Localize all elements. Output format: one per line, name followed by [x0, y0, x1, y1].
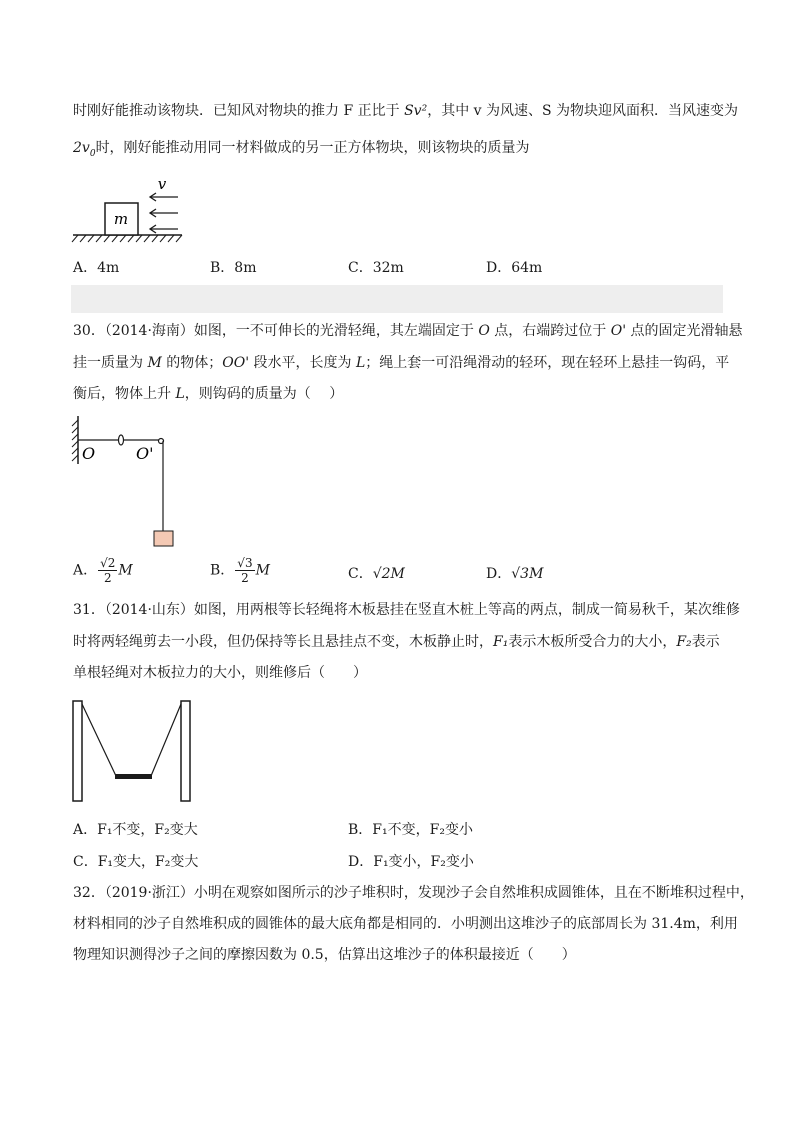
- q30-text-line-3: 衡后，物体上升 L，则钩码的质量为（ ）: [73, 386, 344, 402]
- q31-text-line-3: 单根轻绳对木板拉力的大小，则维修后（ ）: [73, 665, 367, 681]
- q32-text-line-3: 物理知识测得沙子之间的摩擦因数为 0.5，估算出这堆沙子的体积最接近（ ）: [73, 947, 576, 963]
- left-rope: [82, 704, 116, 776]
- q32-text-line-2: 材料相同的沙子自然堆积成的圆锥体的最大底角都是相同的．小明测出这堆沙子的底部周长为 31.4m，利用: [73, 916, 738, 932]
- fraction: $\frac{√3}{2}$: [237, 556, 253, 585]
- q30-option-a[interactable]: A． $\frac{√2}{2}$ M: [73, 556, 133, 585]
- q29-wind-block-figure: [70, 175, 190, 245]
- left-post: [73, 701, 82, 801]
- q30-option-b[interactable]: B． $\frac{√3}{2}$ M: [210, 556, 270, 585]
- q31-swing-figure: [70, 698, 200, 808]
- q32-text-line-1: 32．（2019·浙江）小明在观察如图所示的沙子堆积时，发现沙子会自然堆积成圆锥体，且在不断堆积过程中，: [73, 885, 754, 901]
- q29-2v0: $2v_0$: [73, 140, 96, 159]
- wind-velocity-label: v: [157, 175, 167, 193]
- block-mass-label: m: [113, 210, 129, 228]
- q29-option-d[interactable]: D．64m: [486, 260, 543, 276]
- q29-text-line-2: $2v_0$时，刚好能推动用同一材料做成的另一正方体物块，则该物块的质量为: [73, 140, 530, 159]
- label-O: O: [82, 444, 96, 463]
- q30-text-line-2: 挂一质量为 M 的物体；OO' 段水平，长度为 L；绳上套一可沿绳滑动的轻环，现在轻环上悬挂一钩码，平: [73, 355, 730, 371]
- q29-option-a[interactable]: A．4m: [73, 260, 120, 276]
- separator-band: [71, 285, 723, 313]
- fraction: $\frac{√2}{2}$: [100, 556, 116, 585]
- q30-text-line-1: 30．（2014·海南）如图，一不可伸长的光滑轻绳，其左端固定于 O 点，右端跨过位于 O' 点的固定光滑轴悬: [73, 323, 743, 339]
- q30-rope-pulley-figure: [70, 416, 190, 556]
- q29-option-c[interactable]: C．32m: [348, 260, 404, 276]
- q30-option-c[interactable]: C．√2M: [348, 566, 405, 582]
- swing-board: [115, 774, 152, 779]
- light-ring: [119, 435, 124, 445]
- q29-option-b[interactable]: B．8m: [210, 260, 257, 276]
- right-post: [181, 701, 190, 801]
- right-rope: [151, 704, 181, 776]
- q29-sv2: Sv²: [404, 103, 428, 119]
- q29-text-line-1: 时刚好能推动该物块．已知风对物块的推力 F 正比于 Sv²，其中 v 为风速、S 为物块迎风面积．当风速变为: [73, 103, 739, 119]
- q31-option-d[interactable]: D．F₁变小，F₂变小: [348, 854, 474, 870]
- q31-option-a[interactable]: A．F₁不变，F₂变大: [73, 822, 198, 838]
- hanging-mass: [154, 531, 173, 546]
- label-O-prime: O': [136, 444, 154, 463]
- q31-option-b[interactable]: B．F₁不变，F₂变小: [348, 822, 473, 838]
- wind-arrows: [150, 193, 178, 233]
- q31-option-c[interactable]: C．F₁变大，F₂变大: [73, 854, 199, 870]
- q30-option-d[interactable]: D．√3M: [486, 566, 544, 582]
- q31-text-line-2: 时将两轻绳剪去一小段，但仍保持等长且悬挂点不变，木板静止时，F₁表示木板所受合力的大小，F₂表示: [73, 634, 720, 650]
- q31-text-line-1: 31．（2014·山东）如图，用两根等长轻绳将木板悬挂在竖直木桩上等高的两点，制成一简易秋千，某次维修: [73, 602, 740, 618]
